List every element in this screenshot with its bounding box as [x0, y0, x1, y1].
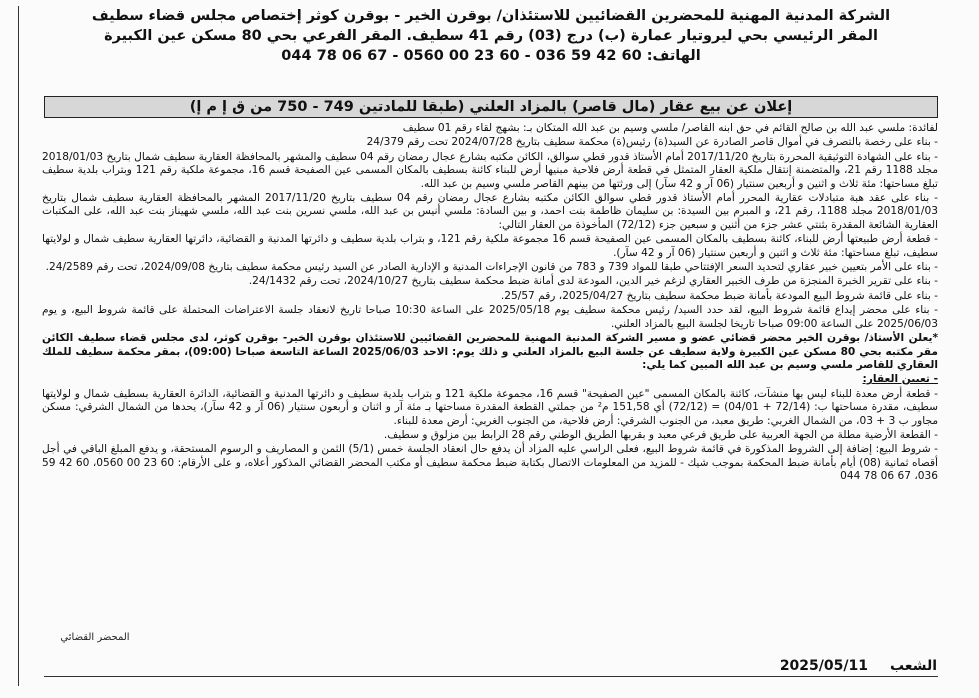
paragraph-sale-conditions: - بناء على قائمة شروط البيع المودعة بأمانة ضبط محكمة سطيف بتاريخ 2025/04/27، رقم 25/57.: [500, 289, 938, 302]
paragraph-property-details: - قطعة أرض معدة للبناء ليس بها منشآت، كائنة بالمكان المسمى "عين الصفيحة" قسم 16، مجموعة ملكية 121 و بتراب بلدية سطيف و دائرتها المدنية و القضائية، الدائرة العقارية بسطيف شمال و لولايتها سطيف، مقدرة مساحتها ب: (72/14 + 04/01) = (72/12) أي 151,58 م² من جملتي القطعة المقدرة مساحتها بـ مئة آر و اثنان و أربعون سنتيار (06 آر و 42 سآر)، يحدها من الشمال الشرقي: مسكن مجاور ب 3 + 03، من الشمال الغربي: طريق معبد، من الجنوب الشرقي: أرض فلاحية، من الجنوب الغربي: أرض معدة للبناء.: [42, 387, 938, 427]
paragraph-notarial-certificate: - بناء على الشهادة التوثيقية المحررة بتاريخ 2017/11/20 أمام الأستاذ قدور قطي سوالق، الكائن مكتبه بشارع عجال رمضان رقم 04 سطيف والمشهر بالمحافظة العقارية سطيف شمال بتاريخ 2018/01/03 مجلد 1188 رقم 21، والمتضمنة إنتقال ملكية العقار المتمثل في قطعة أرض فلاحية مبنيها أرض للبناء كائنة بسطيف بالمكان المسمى عين الصفيحة قسم 16، مجموعة ملكية رقم 121 وبتراب بلدية سطيف تبلغ مساحتها: مئة ثلاث و اثنين و أربعين سنتيار (06 آر و 42 سآر) إلى ورثتها من بينهم القاصر ملسي وسيم بن عبد الله.: [42, 150, 938, 190]
header-phone: الهاتف: 60 42 59 036 - 60 23 00 0560 - 67 06 78 044: [281, 48, 701, 64]
paragraph-property-access: - القطعة الأرضية مطلة من الجهة العربية على طريق فرعي معبد و بقربها الطريق الوطني رقم 28 الرابط بين مزلوق و سطيف.: [383, 428, 938, 441]
announcement-title: إعلان عن بيع عقار (مال قاصر) بالمزاد العلني (طبقا للمادتين 749 - 750 من ق إ م إ): [44, 96, 938, 118]
signer-label: المحضر القضائي: [60, 632, 130, 643]
paragraph-auction-notice: *يعلن الأستاذ/ بوقرن الخير محضر قضائي عضو و مسير الشركة المدنية المهنية للمحضرين القضائيين للاستئذان بوقرن الخير- بوقرن كوثر، لدى مجلس قضاء سطيف الكائن مقر مكتبه بحي 80 مسكن عين الكبيرة ولاية سطيف عن جلسة البيع بالمزاد العلني و ذلك يوم: الاحد 2025/06/03 الساعة التاسعة صباحا (09:00)، بمقر محكمة سطيف للملك العقاري للقاصر ملسي وسيم بن عبد الله المبين كما يلي:: [42, 332, 938, 371]
paragraph-gift-deed: - بناء على عقد هبة متبادلات عقارية المحرر أمام الأستاذ قدور قطي سوالق الكائن مكتبه بشارع عجال رمضان رقم 04 سطيف بتاريخ 2017/11/20 المشهر بالمحافظة العقارية سطيف شمال بتاريخ 2018/01/03 مجلد 1188، رقم 21، و المبرم بين السيدة: بن سليمان ظاطمة بنت احمد، و بين السادة: ملسي أنيس بن عبد الله، ملسي نسرين بنت عبد الله، ملسي شهيناز بنت عبد الله، على المكتبات العقارية الشائعة المقدرة بثنتي عشر جزء من أثنين و سبعين جزء (72/12) المأخوذة من العقار التالي:: [42, 192, 938, 231]
paragraph-land-description: - قطعة أرض طبيعتها أرض للبناء، كائنة بسطيف بالمكان المسمى عين الصفيحة قسم 16 مجموعة ملكية رقم 121، و بتراب بلدية سطيف و دائرتها المدنية و القضائية، دائرتها العقارية سطيف شمال و لولايتها سطيف، تبلغ مساحتها: مئة ثلاث و اثنين و أربعين سنتيار (06 آر و 42 سآر).: [42, 233, 938, 259]
publication-date: 2025/05/11: [779, 658, 868, 674]
section-heading-property: - تعيين العقار:: [862, 373, 938, 386]
header-company-name: الشركة المدنية المهنية للمحضرين القضائيين للاستئذان/ بوقرن الخير - بوقرن كوثر إختصاص مجلس قضاء سطيف: [91, 8, 891, 24]
header-address: المقر الرئيسي بحي ليروتيار عمارة (ب) درج (03) رقم 41 سطيف. المقر الفرعي بحي 80 مسكن عين الكبيرة: [104, 28, 878, 44]
paragraph-beneficiary: لفائدة: ملسي عبد الله بن صالح القائم في حق ابنه القاصر/ ملسي وسيم بن عبد الله المتكان بـ: بشهج لقاء رقم 01 سطيف: [402, 122, 938, 134]
publication-name: الشعب: [889, 658, 937, 674]
paragraph-sale-terms: - شروط البيع: إضافة إلى الشروط المذكورة في قائمة شروط البيع، فعلى الراسي عليه المزاد أن يدفع حال انعقاد الجلسة خمس (5/1) الثمن و المصاريف و الرسوم المستحقة، و يدفع المبلغ الباقي في أجل أقصاه ثمانية (08) أيام بأمانة ضبط المحكمة بموجب شيك - للمزيد من المعلومات الاتصال بكتابة ضبط محكمة سطيف أو مكتب المحضر القضائي المذكور أعلاه، و على الأرقام: 60 23 00 0560، 60 42 59 036، 67 06 78 044: [42, 443, 938, 483]
paragraph-license: - بناء على رخصة بالتصرف في أموال قاصر الصادرة عن السيد(ة) رئيس(ة) محكمة سطيف بتاريخ 2024/07/28 تحت رقم 24/379: [366, 136, 938, 149]
paragraph-expert-report: - بناء على تقرير الخبرة المنجزة من طرف الخبير العقاري لزغم خير الدين، المودعة لدى أمانة ضبط محكمة سطيف بتاريخ 2024/10/27، تحت رقم 24/1432.: [248, 275, 938, 288]
company-header: [41, 6, 941, 66]
announcement-body: [42, 122, 938, 632]
footer-divider: [44, 676, 938, 677]
paragraph-expert-order: - بناء على الأمر بتعيين خبير عقاري لتحديد السعر الإفتتاحي طبقا للمواد 739 و 783 من قانون الإجراءات المدنية و الإدارية الصادر عن السيد رئيس محكمة سطيف بتاريخ 2024/09/08، تحت رقم 24/2589.: [45, 261, 938, 274]
paragraph-deposit-record: - بناء على محضر إيداع قائمة شروط البيع، لقد حدد السيد/ رئيس محكمة سطيف يوم 2025/05/18 على الساعة 10:30 صباحا تاريخ لانعقاد جلسة الاعتراضات المحتملة على قائمة شروط البيع، و يوم 2025/06/03 على الساعة 09:00 صباحا تاريخا لجلسة البيع بالمزاد العلني.: [42, 304, 938, 330]
publication-footer: [677, 655, 937, 677]
